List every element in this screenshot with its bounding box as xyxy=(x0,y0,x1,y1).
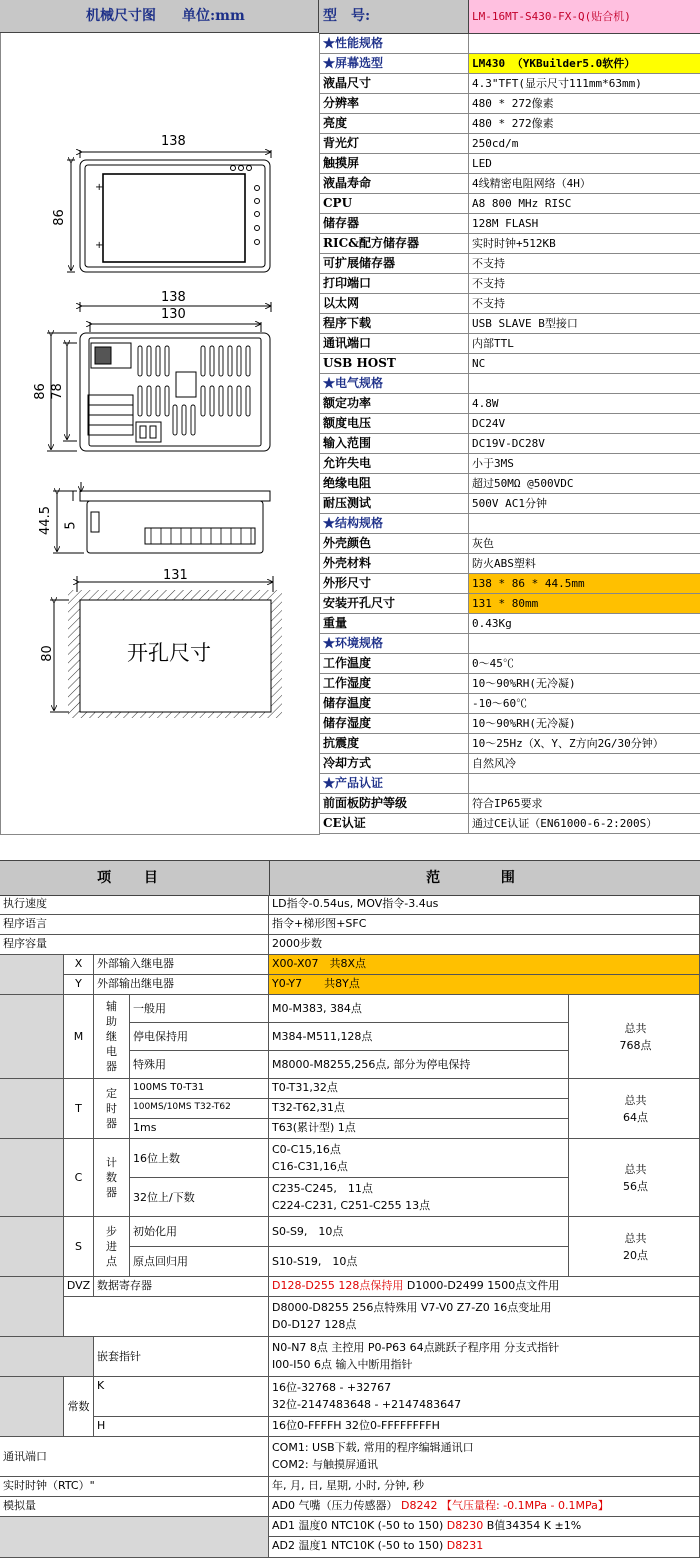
model-value: LM-16MT-S430-FX-Q(贴合机) xyxy=(469,0,700,33)
unit-label: 单位:mm xyxy=(182,8,245,24)
drawing-title: 机械尺寸图 xyxy=(86,8,156,24)
const-h-range: 16位0-FFFFH 32位0-FFFFFFFFH xyxy=(269,1417,700,1437)
header-range: 范 围 xyxy=(426,870,543,886)
spec-key: ★屏幕选型 xyxy=(319,54,469,73)
dim-label-138-front: 138 xyxy=(161,134,186,149)
c-row2-label: 32位上/下数 xyxy=(130,1178,269,1217)
spec-key: 额定功率 xyxy=(319,394,469,413)
spec-value: 自然风冷 xyxy=(472,757,516,770)
t-row2-value: T32-T62,31点 xyxy=(269,1099,569,1119)
spec-key: 储存器 xyxy=(319,214,469,233)
spec-key: 储存湿度 xyxy=(319,714,469,733)
spec-key: 耐压测试 xyxy=(319,494,469,513)
ad1-register: D8230 xyxy=(446,1519,484,1532)
nest-desc: 嵌套指针 xyxy=(94,1337,269,1377)
ad2-desc: AD2 温度1 NTC10K (-50 to 150) xyxy=(272,1539,447,1552)
spec-row xyxy=(319,394,700,414)
speed-value: LD指令-0.54us, MOV指令-3.4us xyxy=(269,895,700,915)
spec-row xyxy=(319,814,700,834)
model-row xyxy=(319,0,700,34)
const-k-line1: 16位-32768 - +32767 xyxy=(272,1381,392,1394)
spec-value: 480 * 272像素 xyxy=(472,117,554,130)
spec-key: 液晶寿命 xyxy=(319,174,469,193)
spec-row xyxy=(319,174,700,194)
spec-key: 触摸屏 xyxy=(319,154,469,173)
spec-key: 外形尺寸 xyxy=(319,574,469,593)
spec-row xyxy=(319,254,700,274)
spec-key: 以太网 xyxy=(319,294,469,313)
spec-value: 0～45℃ xyxy=(472,657,514,670)
ad2-register: D8231 xyxy=(446,1539,484,1552)
c-row1-line1: C0-C15,16点 xyxy=(272,1143,341,1156)
spec-row xyxy=(319,694,700,714)
spec-row xyxy=(319,594,700,614)
capacity-label: 程序容量 xyxy=(0,935,269,955)
spec-value: 不支持 xyxy=(472,257,505,270)
spec-value: 符合IP65要求 xyxy=(472,797,543,810)
spec-key: 亮度 xyxy=(319,114,469,133)
m-code: M xyxy=(64,995,94,1079)
ad1-desc: AD1 温度0 NTC10K (-50 to 150) xyxy=(272,1519,447,1532)
spec-value: 0.43Kg xyxy=(472,617,512,630)
spec-key: 通讯端口 xyxy=(319,334,469,353)
t-group xyxy=(94,1079,130,1139)
ad0-desc: AD0 气嘴（压力传感器） xyxy=(272,1499,401,1512)
dim-label-80-cutout: 80 xyxy=(39,645,55,662)
s-row1-label: 初始化用 xyxy=(130,1217,269,1247)
spec-value xyxy=(469,634,700,653)
spec-value: 131 * 80mm xyxy=(469,594,700,613)
spec-key: 外壳颜色 xyxy=(319,534,469,553)
spec-key: 输入范围 xyxy=(319,434,469,453)
const-h: H xyxy=(94,1417,269,1437)
const-label: 常数 xyxy=(64,1377,94,1437)
spec-key: ★结构规格 xyxy=(319,514,469,533)
analog-label: 模拟量 xyxy=(0,1497,269,1517)
s-group xyxy=(94,1217,130,1277)
spec-value: 250cd/m xyxy=(472,137,519,150)
dimension-drawing-svg xyxy=(1,33,319,834)
spec-key: 允许失电 xyxy=(319,454,469,473)
s-row2-label: 原点回归用 xyxy=(130,1247,269,1277)
spec-row xyxy=(319,114,700,134)
c-blank-cell xyxy=(0,1139,64,1217)
side-view xyxy=(53,482,270,553)
spec-key: 液晶尺寸 xyxy=(319,74,469,93)
spec-row xyxy=(319,74,700,94)
spec-key: 背光灯 xyxy=(319,134,469,153)
spec-value: 500V AC1分钟 xyxy=(472,497,547,510)
spec-row xyxy=(319,194,700,214)
spec-row xyxy=(319,134,700,154)
c-row1-label: 16位上数 xyxy=(130,1139,269,1178)
rtc-label: 实时时钟（RTC）" xyxy=(0,1477,269,1497)
comm-line1: COM1: USB下载, 常用的程序编辑通讯口 xyxy=(272,1441,474,1454)
spec-key: 抗震度 xyxy=(319,734,469,753)
t-row1-label: 100MS T0-T31 xyxy=(130,1079,269,1099)
mechanical-drawing xyxy=(0,33,320,835)
spec-row xyxy=(319,34,700,54)
t-blank-cell xyxy=(0,1079,64,1139)
t-row3-label: 1ms xyxy=(130,1119,269,1139)
m-row3-value: M8000-M8255,256点, 部分为停电保持 xyxy=(269,1051,569,1079)
comm-line2: COM2: 与触摸屏通讯 xyxy=(272,1458,379,1471)
spec-key: 重量 xyxy=(319,614,469,633)
const-k-range xyxy=(269,1377,700,1417)
spec-value: 128M FLASH xyxy=(472,217,539,230)
lang-label: 程序语言 xyxy=(0,915,269,935)
spec-row xyxy=(319,334,700,354)
spec-value: DC24V xyxy=(472,417,506,430)
d-blank-cell xyxy=(0,1277,64,1337)
t-row2-label: 100MS/10MS T32-T62 xyxy=(130,1099,269,1119)
c-row2-line1: C235-C245, 11点 xyxy=(272,1182,373,1195)
analog-ad0 xyxy=(269,1497,700,1517)
m-total: 总共 768点 xyxy=(569,995,700,1079)
spec-value: 不支持 xyxy=(472,277,505,290)
const-k-line2: 32位-2147483648 - +2147483647 xyxy=(272,1398,462,1411)
spec-value: 10～25Hz（X、Y、Z方向2G/30分钟） xyxy=(472,737,664,750)
spec-value: 138 * 86 * 44.5mm xyxy=(469,574,700,593)
c-row2-line2: C224-C231, C251-C255 13点 xyxy=(272,1199,431,1212)
d2-line1: D8000-D8255 256点特殊用 V7-V0 Z7-Z0 16点变址用 xyxy=(272,1301,552,1314)
spec-key: 工作温度 xyxy=(319,654,469,673)
d-range-file: D1000-D2499 1500点文件用 xyxy=(403,1279,560,1292)
dim-label-78-back: 78 xyxy=(49,383,65,400)
m-row1-value: M0-M383, 384点 xyxy=(269,995,569,1023)
c-code: C xyxy=(64,1139,94,1217)
spec-value: 10～90%RH(无冷凝) xyxy=(472,717,576,730)
spec-value: 灰色 xyxy=(472,537,494,550)
spec-row xyxy=(319,294,700,314)
analog-blank-cell xyxy=(0,1517,269,1558)
spec-key: 冷却方式 xyxy=(319,754,469,773)
d2-line2: D0-D127 128点 xyxy=(272,1318,357,1331)
dim-label-44-5-side: 44.5 xyxy=(37,506,53,535)
spec-value: LM430 （YKBuilder5.0软件） xyxy=(469,54,700,73)
nest-blank-cell xyxy=(0,1337,94,1377)
spec-key: 可扩展储存器 xyxy=(319,254,469,273)
t-code: T xyxy=(64,1079,94,1139)
nest-line2: I00-I50 6点 输入中断用指针 xyxy=(272,1358,413,1371)
m-group-text: 辅助继电器 xyxy=(106,1000,117,1073)
comm-label: 通讯端口 xyxy=(0,1437,269,1477)
spec-row xyxy=(319,794,700,814)
m-row1-label: 一般用 xyxy=(130,995,269,1023)
spec-value xyxy=(469,374,700,393)
y-desc: 外部输出继电器 xyxy=(94,975,269,995)
spec-row xyxy=(319,234,700,254)
spec-key: ★性能规格 xyxy=(319,34,469,53)
spec-row xyxy=(319,94,700,114)
d2-range xyxy=(269,1297,700,1337)
spec-value xyxy=(469,774,700,793)
spec-row xyxy=(319,494,700,514)
dim-label-86-front: 86 xyxy=(51,209,67,226)
cutout-size-label: 开孔尺寸 xyxy=(127,641,211,665)
spec-key: 前面板防护等级 xyxy=(319,794,469,813)
s-group-text: 步进点 xyxy=(106,1225,117,1268)
t-group-text: 定时器 xyxy=(106,1087,117,1130)
dim-label-86-back: 86 xyxy=(32,383,48,400)
svg-text:+: + xyxy=(95,240,104,251)
nest-range xyxy=(269,1337,700,1377)
spec-value: 防火ABS塑料 xyxy=(472,557,536,570)
c-group xyxy=(94,1139,130,1217)
spec-row xyxy=(319,154,700,174)
spec-row xyxy=(319,434,700,454)
spec-value: 480 * 272像素 xyxy=(472,97,554,110)
spec-row xyxy=(319,54,700,74)
spec-row xyxy=(319,714,700,734)
spec-key: 外壳材料 xyxy=(319,554,469,573)
spec-value: 通过CE认证（EN61000-6-2:200S） xyxy=(472,817,658,830)
d-range-hold: D128-D255 128点保持用 xyxy=(272,1279,404,1292)
spec-row xyxy=(319,574,700,594)
spec-row xyxy=(319,514,700,534)
spec-value: 小于3MS xyxy=(472,457,514,470)
spec-value: 实时时钟+512KB xyxy=(472,237,556,250)
spec-key: 分辨率 xyxy=(319,94,469,113)
nest-line1: N0-N7 8点 主控用 P0-P63 64点跳跃子程序用 分支式指针 xyxy=(272,1341,560,1354)
const-k: K xyxy=(94,1377,269,1417)
x-desc: 外部输入继电器 xyxy=(94,955,269,975)
spec-value: 不支持 xyxy=(472,297,505,310)
c-row1-line2: C16-C31,16点 xyxy=(272,1160,348,1173)
c-row2-value xyxy=(269,1178,569,1217)
m-group xyxy=(94,995,130,1079)
m-row2-label: 停电保持用 xyxy=(130,1023,269,1051)
t-total: 总共 64点 xyxy=(569,1079,700,1139)
svg-text:+: + xyxy=(95,182,104,193)
spec-value: USB SLAVE B型接口 xyxy=(472,317,578,330)
rtc-range: 年, 月, 日, 星期, 小时, 分钟, 秒 xyxy=(269,1477,700,1497)
spec-row xyxy=(319,474,700,494)
spec-key: 额度电压 xyxy=(319,414,469,433)
s-total: 总共 20点 xyxy=(569,1217,700,1277)
m-row2-value: M384-M511,128点 xyxy=(269,1023,569,1051)
dim-label-138-back: 138 xyxy=(161,290,186,305)
const-blank-cell xyxy=(0,1377,64,1437)
t-row3-value: T63(累计型) 1点 xyxy=(269,1119,569,1139)
comm-range xyxy=(269,1437,700,1477)
spec-row xyxy=(319,674,700,694)
spec-value xyxy=(469,514,700,533)
spec-key: 程序下载 xyxy=(319,314,469,333)
spec-key: RIC&配方储存器 xyxy=(319,234,469,253)
dim-label-5-side: 5 xyxy=(63,521,79,530)
lang-value: 指令+梯形图+SFC xyxy=(269,915,700,935)
analog-ad1 xyxy=(269,1517,700,1537)
d2-blank xyxy=(64,1297,269,1337)
spec-value: 10～90%RH(无冷凝) xyxy=(472,677,576,690)
s-row1-value: S0-S9, 10点 xyxy=(269,1217,569,1247)
model-label: 型 号: xyxy=(319,0,469,33)
spec-row xyxy=(319,374,700,394)
spec-key: CPU xyxy=(319,194,469,213)
spec-key: 储存温度 xyxy=(319,694,469,713)
xy-blank-cell xyxy=(0,955,64,995)
header-item: 项 目 xyxy=(0,861,270,895)
c-total: 总共 56点 xyxy=(569,1139,700,1217)
spec-row xyxy=(319,354,700,374)
spec-row xyxy=(319,454,700,474)
analog-ad2 xyxy=(269,1537,700,1558)
back-view xyxy=(47,302,271,451)
d-code: DVZ xyxy=(64,1277,94,1297)
m-blank-cell xyxy=(0,995,64,1079)
spec-row xyxy=(319,734,700,754)
spec-row xyxy=(319,774,700,794)
drawing-header xyxy=(0,0,319,33)
spec-row xyxy=(319,554,700,574)
spec-key: 安装开孔尺寸 xyxy=(319,594,469,613)
spec-value: 内部TTL xyxy=(472,337,514,350)
spec-row xyxy=(319,274,700,294)
capacity-value: 2000步数 xyxy=(269,935,700,955)
c-row1-value xyxy=(269,1139,569,1178)
spec-value: 4.8W xyxy=(472,397,499,410)
dim-label-130-back: 130 xyxy=(161,307,186,322)
spec-key: 打印端口 xyxy=(319,274,469,293)
x-code: X xyxy=(64,955,94,975)
spec-row xyxy=(319,534,700,554)
spec-value: DC19V-DC28V xyxy=(472,437,545,450)
t-row1-value: T0-T31,32点 xyxy=(269,1079,569,1099)
x-range: X00-X07 共8X点 xyxy=(269,955,700,975)
spec-row xyxy=(319,614,700,634)
y-range: Y0-Y7 共8Y点 xyxy=(269,975,700,995)
spec-key: USB HOST xyxy=(319,354,469,373)
spec-value: -10～60℃ xyxy=(472,697,528,710)
spec-value: A8 800 MHz RISC xyxy=(472,197,572,210)
spec-key: ★环境规格 xyxy=(319,634,469,653)
spec-value xyxy=(469,34,700,53)
s-blank-cell xyxy=(0,1217,64,1277)
spec-key: ★电气规格 xyxy=(319,374,469,393)
spec-value: LED xyxy=(472,157,492,170)
s-row2-value: S10-S19, 10点 xyxy=(269,1247,569,1277)
spec-value: NC xyxy=(472,357,486,370)
front-view xyxy=(67,150,271,272)
d-desc: 数据寄存器 xyxy=(94,1277,269,1297)
spec-row xyxy=(319,634,700,654)
y-code: Y xyxy=(64,975,94,995)
ad0-range-note: 【气压量程: -0.1MPa - 0.1MPa】 xyxy=(437,1499,609,1512)
spec-key: 工作湿度 xyxy=(319,674,469,693)
spec-key: ★产品认证 xyxy=(319,774,469,793)
spec-row xyxy=(319,314,700,334)
spec-row xyxy=(319,214,700,234)
m-row3-label: 特殊用 xyxy=(130,1051,269,1079)
s-code: S xyxy=(64,1217,94,1277)
spec-row xyxy=(319,414,700,434)
c-group-text: 计数器 xyxy=(106,1156,117,1199)
ad0-register: D8242 xyxy=(401,1499,438,1512)
d-range xyxy=(269,1277,700,1297)
spec-value: 4.3"TFT(显示尺寸111mm*63mm) xyxy=(472,77,642,90)
spec-value: 4线精密电阻网络（4H） xyxy=(472,177,591,190)
spec-row xyxy=(319,654,700,674)
ad1-bvalue: B值34354 K ±1% xyxy=(483,1519,582,1532)
spec-key: 绝缘电阻 xyxy=(319,474,469,493)
spec-key: CE认证 xyxy=(319,814,469,833)
speed-label: 执行速度 xyxy=(0,895,269,915)
dim-label-131-cutout: 131 xyxy=(163,568,188,583)
plc-table-header xyxy=(0,860,700,896)
spec-value: 超过50MΩ @500VDC xyxy=(472,477,574,490)
spec-row xyxy=(319,754,700,774)
